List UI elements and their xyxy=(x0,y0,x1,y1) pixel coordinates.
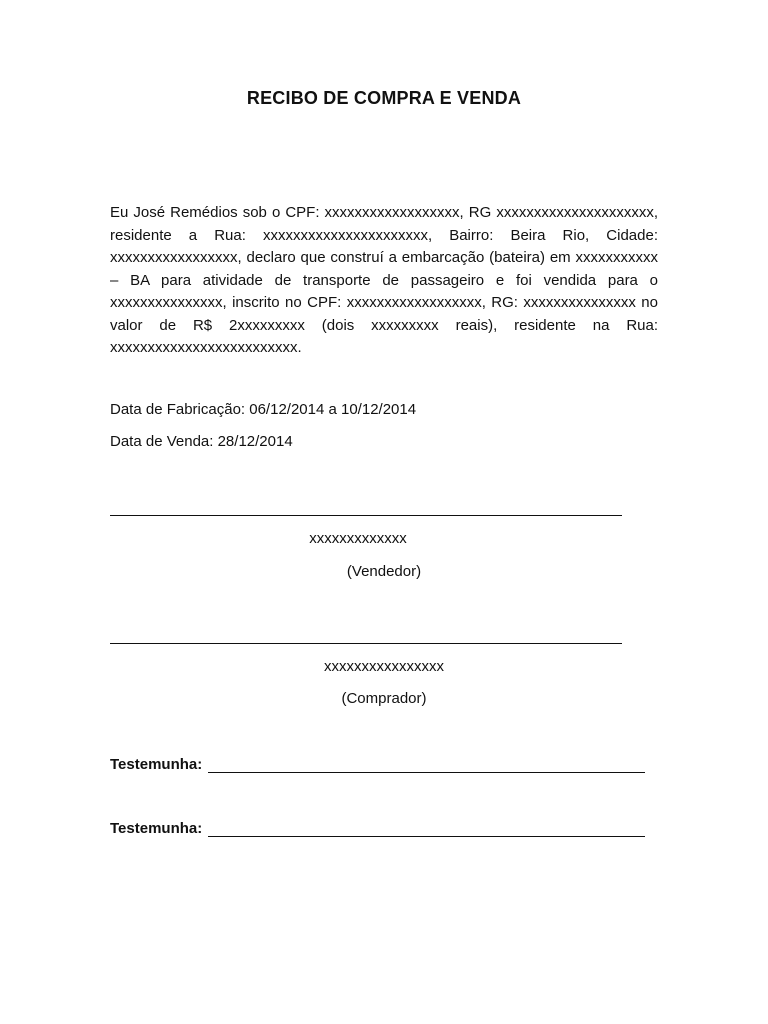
fabrication-date-label: Data de Fabricação: xyxy=(110,401,246,418)
witness-2-line xyxy=(110,820,645,837)
witness-2-label: Testemunha: xyxy=(110,820,203,837)
fabrication-date-line xyxy=(110,401,416,418)
document-title: RECIBO DE COMPRA E VENDA xyxy=(246,88,522,108)
witness-1-label: Testemunha: xyxy=(110,756,203,773)
sale-date-value: 28/12/2014 xyxy=(213,433,293,450)
sale-date-label: Data de Venda: xyxy=(110,433,214,450)
witness-1-signature-blank xyxy=(208,758,645,773)
buyer-name: xxxxxxxxxxxxxxxx xyxy=(324,658,444,675)
seller-role: (Vendedor) xyxy=(346,563,422,580)
witness-1-line xyxy=(110,756,645,773)
sale-date-line xyxy=(110,433,293,450)
seller-signature-line xyxy=(110,515,622,516)
buyer-role: (Comprador) xyxy=(341,690,427,707)
receipt-body-paragraph: Eu José Remédios sob o CPF: xxxxxxxxxxxxxxxxxx, RG xxxxxxxxxxxxxxxxxxxxx, residente a Rua: xxxxxxxxxxxxxxxxxxxxxx, Bairro: Beira Rio, Cidade: xxxxxxxxxxxxxxxxx, declaro que construí a embarcação (bateira) em xxxxxxxxxxx – BA para atividade de transporte de passageiro e foi vendida para o xxxxxxxxxxxxxxx, inscrito no CPF: xxxxxxxxxxxxxxxxxx, RG: xxxxxxxxxxxxxxx no valor de R$ 2xxxxxxxxx (dois xxxxxxxxx reais), residente na Rua: xxxxxxxxxxxxxxxxxxxxxxxxx. xyxy=(110,204,658,356)
seller-name: xxxxxxxxxxxxx xyxy=(309,530,407,547)
witness-2-signature-blank xyxy=(208,822,645,837)
buyer-signature-line xyxy=(110,643,622,644)
fabrication-date-value: 06/12/2014 a 10/12/2014 xyxy=(245,401,417,418)
